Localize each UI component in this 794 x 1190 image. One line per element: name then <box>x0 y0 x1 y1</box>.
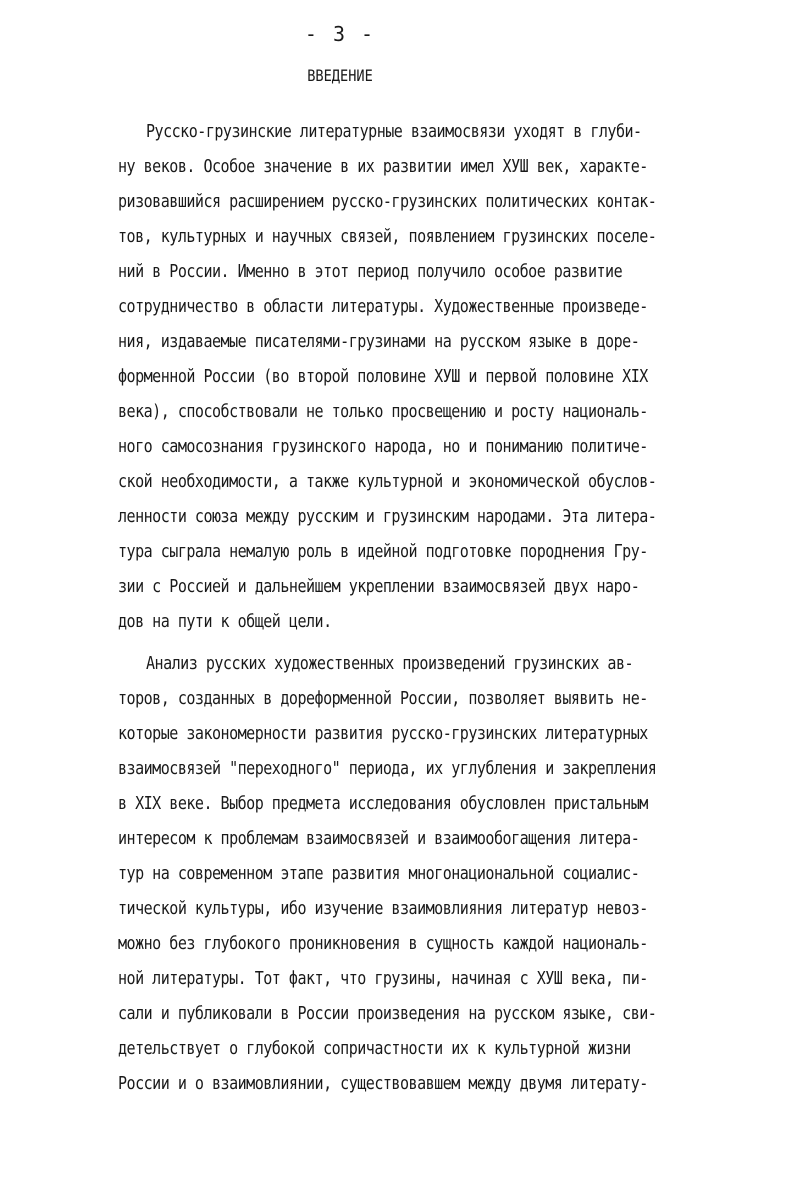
text-line: ний в России. Именно в этот период получило особое развитие <box>118 262 623 282</box>
text-line: можно без глубокого проникновения в сущность каждой националь- <box>118 934 648 954</box>
text-line: ской необходимости, а также культурной и экономической обуслов- <box>118 472 657 492</box>
text-line: тура сыграла немалую роль в идейной подготовке породнения Гру- <box>118 542 648 562</box>
text-line: интересом к проблемам взаимосвязей и взаимообогащения литера- <box>118 829 640 849</box>
text-line: Русско-грузинские литературные взаимосвязи уходят в глуби- <box>146 122 642 142</box>
text-line: ной литературы. Тот факт, что грузины, начиная с ХУШ века, пи- <box>118 969 648 989</box>
text-line: сотрудничество в области литературы. Художественные произведе- <box>118 297 648 317</box>
text-line: дов на пути к общей цели. <box>118 612 332 632</box>
text-line: которые закономерности развития русско-грузинских литературных <box>118 724 648 744</box>
text-line: тов, культурных и научных связей, появлением грузинских поселе- <box>118 227 657 247</box>
text-line: России и о взаимовлиянии, существовавшем между двумя литерату- <box>118 1074 648 1094</box>
section-heading: ВВЕДЕНИЕ <box>307 66 373 85</box>
text-line: тур на современном этапе развития многонациональной социалис- <box>118 864 640 884</box>
text-line: века), способствовали не только просвещению и росту националь- <box>118 402 648 422</box>
text-line: ния, издаваемые писателями-грузинами на русском языке в доре- <box>118 332 640 352</box>
text-line: детельствует о глубокой сопричастности их к культурной жизни <box>118 1039 631 1059</box>
text-line: Анализ русских художественных произведений грузинских ав- <box>146 654 634 674</box>
page-number: - 3 - <box>304 22 376 46</box>
text-line: ного самосознания грузинского народа, но и пониманию политиче- <box>118 437 648 457</box>
text-line: ризовавшийся расширением русско-грузинских политических контак- <box>118 192 657 212</box>
text-line: ленности союза между русским и грузинским народами. Эта литера- <box>118 507 657 527</box>
text-line: в XIX веке. Выбор предмета исследования обусловлен пристальным <box>118 794 648 814</box>
text-line: торов, созданных в дореформенной России, позволяет выявить не- <box>118 689 648 709</box>
text-line: зии с Россией и дальнейшем укреплении взаимосвязей двух наро- <box>118 577 640 597</box>
text-line: сали и публиковали в России произведения на русском языке, сви- <box>118 1004 657 1024</box>
text-line: форменной России (во второй половине ХУШ и первой половине XIX <box>118 367 648 387</box>
text-line: ну веков. Особое значение в их развитии имел ХУШ век, характе- <box>118 157 648 177</box>
text-line: тической культуры, ибо изучение взаимовлияния литератур невоз- <box>118 899 648 919</box>
text-line: взаимосвязей "переходного" периода, их углубления и закрепления <box>118 759 657 779</box>
